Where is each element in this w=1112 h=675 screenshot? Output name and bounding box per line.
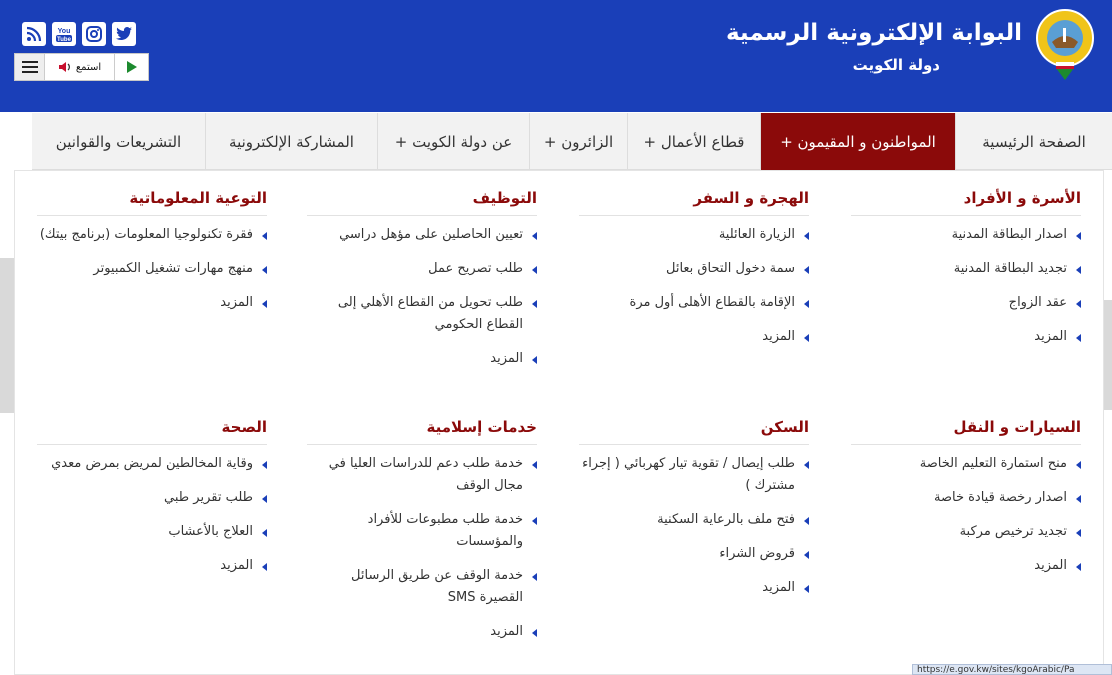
list-item[interactable]: تجديد ترخيص مركبة	[851, 521, 1081, 543]
list-item-more[interactable]: المزيد	[851, 555, 1081, 577]
menu-column-islamic-services	[307, 418, 537, 655]
list-item[interactable]: منهج مهارات تشغيل الكمبيوتر	[37, 258, 267, 280]
menu-column-cars-transport	[851, 418, 1081, 589]
list-item[interactable]: قروض الشراء	[579, 543, 809, 565]
bullet-icon	[1076, 232, 1081, 240]
nav-item-about-kuwait[interactable]: عن دولة الكويت +	[377, 113, 529, 170]
bullet-icon	[1076, 529, 1081, 537]
bullet-icon	[804, 585, 809, 593]
bullet-icon	[532, 356, 537, 364]
list-item-more[interactable]: المزيد	[37, 292, 267, 314]
bullet-icon	[532, 629, 537, 637]
list-item-more[interactable]: المزيد	[579, 577, 809, 599]
bullet-icon	[532, 573, 537, 581]
list-item[interactable]: سمة دخول التحاق بعائل	[579, 258, 809, 280]
background-banner	[0, 258, 14, 413]
rss-icon[interactable]	[22, 22, 46, 46]
bullet-icon	[262, 300, 267, 308]
bullet-icon	[1076, 300, 1081, 308]
column-title[interactable]: الهجرة و السفر	[579, 189, 809, 216]
bullet-icon	[262, 495, 267, 503]
bullet-icon	[804, 232, 809, 240]
bullet-icon	[532, 232, 537, 240]
column-title[interactable]: السكن	[579, 418, 809, 445]
bullet-icon	[804, 551, 809, 559]
list-item[interactable]: فتح ملف بالرعاية السكنية	[579, 509, 809, 531]
bullet-icon	[532, 517, 537, 525]
column-title[interactable]: التوعية المعلوماتية	[37, 189, 267, 216]
background-banner-right	[1104, 300, 1112, 410]
bullet-icon	[1076, 334, 1081, 342]
menu-column-immigration	[579, 189, 809, 360]
main-nav	[32, 113, 1112, 170]
nav-item-citizens-residents[interactable]: المواطنون و المقيمون +	[760, 113, 955, 170]
list-item[interactable]: العلاج بالأعشاب	[37, 521, 267, 543]
list-item-more[interactable]: المزيد	[307, 348, 537, 370]
bullet-icon	[1076, 495, 1081, 503]
column-title[interactable]: الصحة	[37, 418, 267, 445]
kuwait-emblem-icon[interactable]	[1030, 6, 1100, 82]
column-title[interactable]: خدمات إسلامية	[307, 418, 537, 445]
list-item[interactable]: خدمة طلب مطبوعات للأفراد والمؤسسات	[307, 509, 537, 553]
list-item[interactable]: طلب تحويل من القطاع الأهلي إلى القطاع الحكومي	[307, 292, 537, 336]
play-button[interactable]	[115, 54, 148, 80]
nav-item-visitors[interactable]: الزائرون +	[529, 113, 627, 170]
listen-button[interactable]	[45, 54, 115, 80]
list-item[interactable]: تعيين الحاصلين على مؤهل دراسي	[307, 224, 537, 246]
instagram-icon[interactable]	[82, 22, 106, 46]
nav-item-home[interactable]: الصفحة الرئيسية	[955, 113, 1112, 170]
list-item[interactable]: عقد الزواج	[851, 292, 1081, 314]
bullet-icon	[804, 461, 809, 469]
bullet-icon	[262, 266, 267, 274]
list-item[interactable]: طلب إيصال / تقوية تيار كهربائي ( إجراء مشترك )	[579, 453, 809, 497]
list-item[interactable]: خدمة طلب دعم للدراسات العليا في مجال الوقف	[307, 453, 537, 497]
menu-column-health	[37, 418, 267, 589]
menu-column-it-awareness	[37, 189, 267, 326]
list-item-more[interactable]: المزيد	[579, 326, 809, 348]
menu-icon[interactable]	[15, 54, 45, 80]
list-item[interactable]: اصدار البطاقة المدنية	[851, 224, 1081, 246]
column-title[interactable]: الأسرة و الأفراد	[851, 189, 1081, 216]
list-item[interactable]: تجديد البطاقة المدنية	[851, 258, 1081, 280]
list-item[interactable]: خدمة الوقف عن طريق الرسائل القصيرة SMS	[307, 565, 537, 609]
bullet-icon	[804, 334, 809, 342]
audio-player	[14, 53, 149, 81]
column-title[interactable]: التوظيف	[307, 189, 537, 216]
list-item-more[interactable]: المزيد	[851, 326, 1081, 348]
bullet-icon	[1076, 266, 1081, 274]
list-item[interactable]: وقاية المخالطين لمريض بمرض معدي	[37, 453, 267, 475]
svg-text:Tube: Tube	[57, 37, 71, 43]
list-item[interactable]: طلب تقرير طبي	[37, 487, 267, 509]
bullet-icon	[804, 517, 809, 525]
nav-item-e-participation[interactable]: المشاركة الإلكترونية	[205, 113, 377, 170]
menu-column-family	[851, 189, 1081, 360]
twitter-icon[interactable]	[112, 22, 136, 46]
nav-item-business[interactable]: قطاع الأعمال +	[627, 113, 760, 170]
bullet-icon	[804, 266, 809, 274]
nav-item-legislation[interactable]: التشريعات والقوانين	[55, 132, 182, 151]
list-item[interactable]: فقرة تكنولوجيا المعلومات (برنامج بيتك)	[37, 224, 267, 246]
list-item[interactable]: طلب تصريح عمل	[307, 258, 537, 280]
column-title[interactable]: السيارات و النقل	[851, 418, 1081, 445]
bullet-icon	[532, 266, 537, 274]
listen-label: استمع	[75, 61, 102, 73]
menu-column-employment	[307, 189, 537, 382]
menu-column-housing	[579, 418, 809, 611]
bullet-icon	[532, 300, 537, 308]
list-item-more[interactable]: المزيد	[307, 621, 537, 643]
speaker-icon	[58, 61, 72, 73]
list-item[interactable]: منح استمارة التعليم الخاصة	[851, 453, 1081, 475]
bullet-icon	[532, 461, 537, 469]
bullet-icon	[262, 232, 267, 240]
list-item[interactable]: الإقامة بالقطاع الأهلى أول مرة	[579, 292, 809, 314]
bullet-icon	[1076, 563, 1081, 571]
bullet-icon	[1076, 461, 1081, 469]
youtube-icon[interactable]	[52, 22, 76, 46]
site-header	[0, 0, 1112, 112]
list-item-more[interactable]: المزيد	[37, 555, 267, 577]
bullet-icon	[804, 300, 809, 308]
mega-menu	[14, 170, 1104, 675]
bullet-icon	[262, 563, 267, 571]
bullet-icon	[262, 529, 267, 537]
play-icon	[127, 61, 137, 73]
site-subtitle: دولة الكويت	[852, 56, 940, 74]
list-item[interactable]: اصدار رخصة قيادة خاصة	[851, 487, 1081, 509]
list-item[interactable]: الزيارة العائلية	[579, 224, 809, 246]
svg-text:You: You	[57, 28, 71, 35]
bullet-icon	[262, 461, 267, 469]
status-bar-url: https://e.gov.kw/sites/kgoArabic/Pa	[912, 664, 1112, 675]
site-title[interactable]: البوابة الإلكترونية الرسمية	[725, 20, 1022, 46]
